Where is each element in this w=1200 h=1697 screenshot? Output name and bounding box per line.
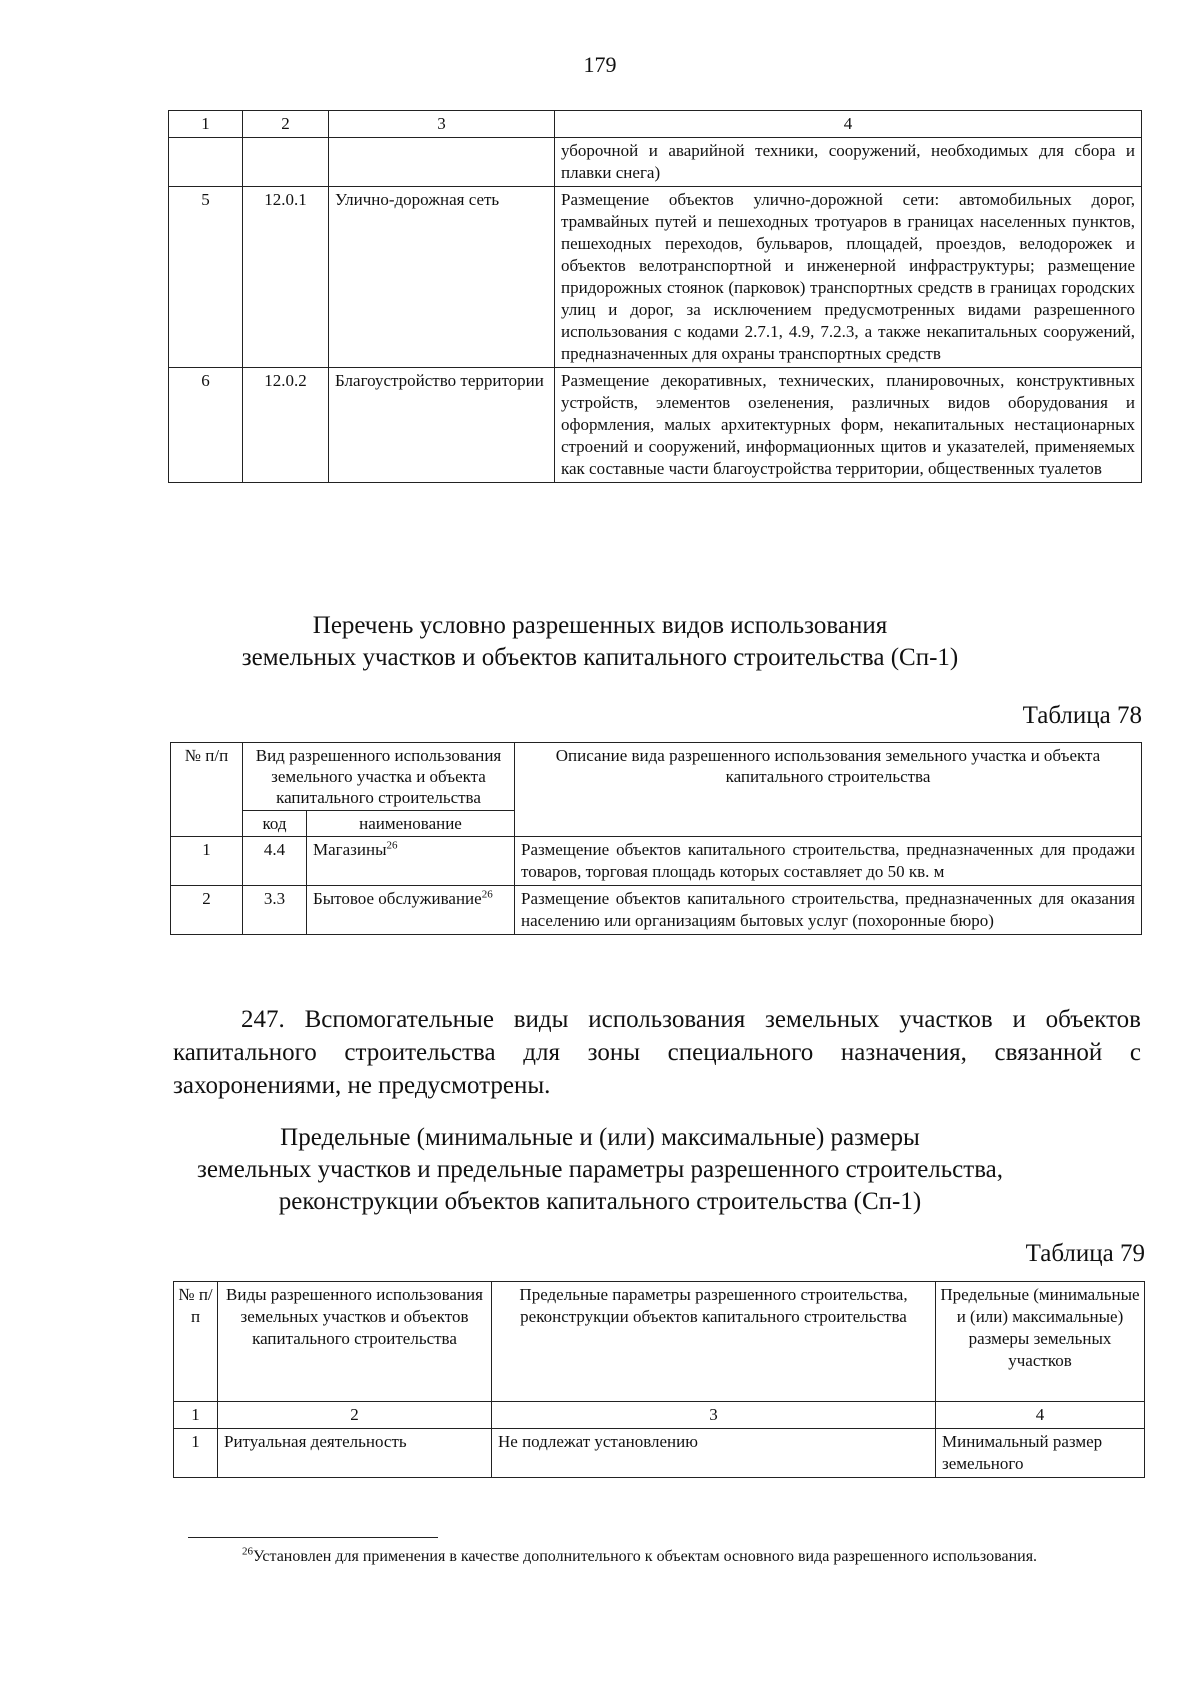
row-num: [169, 138, 243, 187]
header-num: № п/п: [171, 743, 243, 837]
colnum: 1: [174, 1402, 218, 1429]
row-code: [243, 138, 329, 187]
row-desc: Размещение объектов улично-дорожной сети: автомобильных дорог, трамвайных путей и пешеходных тротуаров в границах населенных пунктов, пешеходных переходов, бульваров, площадей, проездов, велодорожек и объектов велотранспортной и инженерной инфраструктуры; размещение придорожных стоянок (парковок) транспортных средств в границах городских улиц и дорог, за исключением предусмотренных видами разрешенного использования с кодами 2.7.1, 4.9, 7.2.3, а также некапитальных сооружений, предназначенных для охраны транспортных средств: [555, 187, 1142, 368]
row-kind: Ритуальная деятельность: [218, 1429, 492, 1478]
table-header-row: [171, 743, 1142, 811]
heading-conditional-uses: [0, 610, 1200, 674]
header-num: № п/п: [174, 1282, 218, 1402]
header-name: наименование: [307, 811, 515, 837]
table-row: [174, 1429, 1145, 1478]
row-name-cell: [307, 837, 515, 886]
header-params: Предельные параметры разрешенного строительства, реконструкции объектов капитального строительства: [492, 1282, 936, 1402]
table-row: [171, 837, 1142, 886]
row-name: [329, 138, 555, 187]
table-continuation: [168, 110, 1142, 483]
row-desc: Размещение декоративных, технических, планировочных, конструктивных устройств, элементов озеленения, различных видов оборудования и оформления, малых архитектурных форм, некапитальных нестационарных строений и сооружений, информационных щитов и указателей, применяемых как составные части благоустройства территории, общественных туалетов: [555, 368, 1142, 483]
heading-line: Предельные (минимальные и (или) максимальные) размеры: [280, 1124, 920, 1151]
heading-line: Перечень условно разрешенных видов использования: [312, 612, 888, 639]
header-code: код: [243, 811, 307, 837]
row-desc: уборочной и аварийной техники, сооружений, необходимых для сбора и плавки снега): [555, 138, 1142, 187]
row-params: Не подлежат установлению: [492, 1429, 936, 1478]
table-colnum-row: [174, 1402, 1145, 1429]
page-number: 179: [583, 52, 617, 77]
footnote-mark: 26: [242, 1545, 253, 1558]
colnum: 1: [169, 111, 243, 138]
footnote-text: Установлен для применения в качестве дополнительного к объектам основного вида разрешенного использования.: [253, 1548, 1038, 1565]
row-num: 2: [171, 886, 243, 935]
colnum: 4: [555, 111, 1142, 138]
header-desc: Описание вида разрешенного использования земельного участка и объекта капитального строительства: [515, 743, 1142, 837]
colnum: 3: [492, 1402, 936, 1429]
header-kind: Вид разрешенного использования земельного участка и объекта капитального строительства: [243, 743, 515, 811]
table-row: [169, 138, 1142, 187]
footnote-ref: 26: [386, 839, 398, 852]
row-desc: Размещение объектов капитального строительства, предназначенных для оказания населению или организациям бытовых услуг (похоронные бюро): [515, 886, 1142, 935]
header-kinds: Виды разрешенного использования земельных участков и объектов капитального строительства: [218, 1282, 492, 1402]
colnum: 4: [936, 1402, 1145, 1429]
table-header-row: [174, 1282, 1145, 1402]
heading-line: земельных участков и предельные параметры разрешенного строительства,: [196, 1156, 1004, 1183]
paragraph-text: Вспомогательные виды использования земельных участков и объектов капитального строительства для зоны специального назначения, связанной с захоронениями, не предусмотрены.: [173, 1006, 1141, 1099]
heading-line: реконструкции объектов капитального строительства (Сп-1): [278, 1188, 922, 1215]
colnum: 2: [218, 1402, 492, 1429]
paragraph-number: 247.: [241, 1006, 285, 1033]
row-sizes: Минимальный размер земельного: [936, 1429, 1145, 1478]
row-num: 5: [169, 187, 243, 368]
table-row: [171, 886, 1142, 935]
row-code: 12.0.1: [243, 187, 329, 368]
table-79: [173, 1281, 1145, 1478]
table-78: [170, 742, 1142, 935]
table-78-caption: Таблица 78: [1022, 702, 1142, 729]
row-name: Улично-дорожная сеть: [329, 187, 555, 368]
row-name: Магазины: [313, 840, 387, 859]
paragraph-247: [173, 1003, 1141, 1102]
row-name: Бытовое обслуживание: [313, 889, 482, 908]
table-header-row: [169, 111, 1142, 138]
header-sizes: Предельные (минимальные и (или) максимальные) размеры земельных участков: [936, 1282, 1145, 1402]
row-num: 1: [174, 1429, 218, 1478]
row-num: 6: [169, 368, 243, 483]
footnote-ref: 26: [481, 888, 493, 901]
heading-limits: [0, 1122, 1200, 1218]
table-79-caption: Таблица 79: [1025, 1240, 1145, 1267]
table-row: [169, 187, 1142, 368]
row-name: Благоустройство территории: [329, 368, 555, 483]
colnum: 2: [243, 111, 329, 138]
colnum: 3: [329, 111, 555, 138]
row-code: 4.4: [243, 837, 307, 886]
footnote-separator: [188, 1537, 438, 1538]
row-code: 12.0.2: [243, 368, 329, 483]
row-num: 1: [171, 837, 243, 886]
heading-line: земельных участков и объектов капитального строительства (Сп-1): [241, 644, 959, 671]
row-desc: Размещение объектов капитального строительства, предназначенных для продажи товаров, торговая площадь которых составляет до 50 кв. м: [515, 837, 1142, 886]
table-row: [169, 368, 1142, 483]
row-name-cell: [307, 886, 515, 935]
footnote: [174, 1545, 1144, 1569]
row-code: 3.3: [243, 886, 307, 935]
